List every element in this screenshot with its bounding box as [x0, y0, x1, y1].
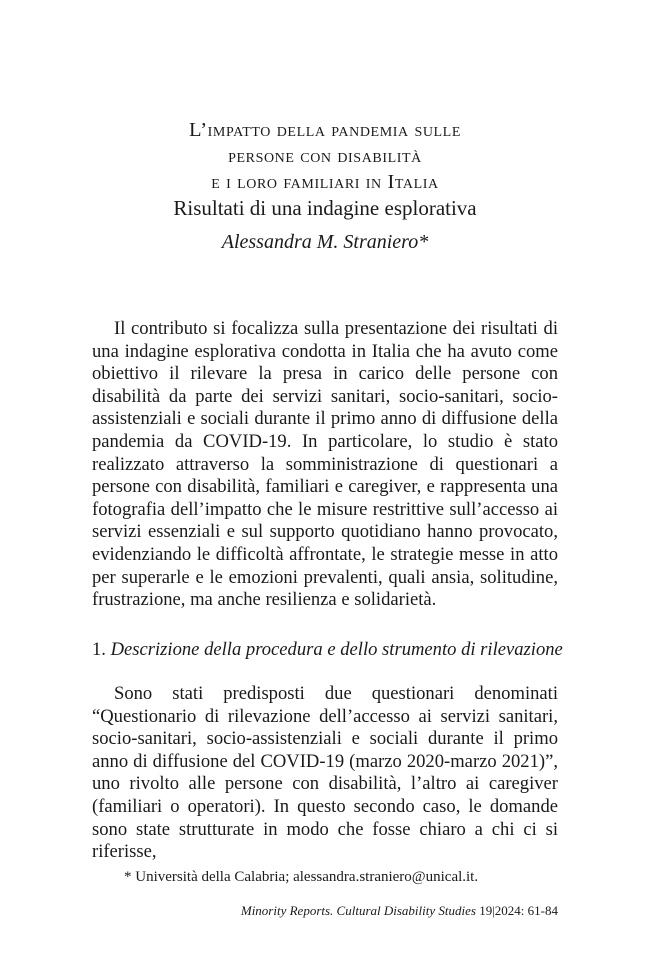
section-heading: [92, 639, 572, 661]
journal-issue: 19|2024: 61-84: [479, 903, 558, 918]
abstract-paragraph: Il contributo si focalizza sulla presentazione dei risultati di una indagine esplorativa condotta in Italia che ha avuto come obiettivo il rilevare la presa in carico delle persone con disabilità da parte dei servizi sanitari, socio-sanitari, socio-assistenziali e sociali durante il primo anno di diffusione della pandemia da COVID-19. In particolare, lo studio è stato realizzato attraverso la somministrazione di questionari a persone con disabilità, familiari e caregiver, e rappresenta una fotografia dell’impatto che le misure restrittive sull’accesso ai servizi essenziali e sul supporto quotidiano hanno provocato, evidenziando le difficoltà affrontate, le strategie messe in atto per superarle e le emozioni prevalenti, quali ansia, solitudine, frustrazione, ma anche resilienza e solidarietà.: [92, 318, 558, 611]
body-paragraph: Sono stati predisposti due questionari denominati “Questionario di rilevazione dell’accesso ai servizi sanitari, socio-sanitari, socio-assistenziali e sociali durante il primo anno di diffusione del COVID-19 (marzo 2020-marzo 2021)”, uno rivolto alle persone con disabilità, l’altro ai caregiver (familiari o operatori). In questo secondo caso, le domande sono state strutturate in modo che fosse chiaro a chi ci si riferisse,: [92, 683, 558, 863]
footnote: * Università della Calabria; alessandra.straniero@unical.it.: [124, 869, 479, 885]
title-line-1: L’impatto della pandemia sulle: [188, 119, 461, 141]
title-line-3: e i loro familiari in Italia: [211, 171, 439, 193]
article-subtitle: Risultati di una indagine esplorativa: [173, 196, 477, 220]
journal-name: Minority Reports. Cultural Disability Studies: [240, 903, 476, 918]
author-name: Alessandra M. Straniero*: [221, 231, 429, 253]
section-title: Descrizione della procedura e dello strumento di rilevazione: [110, 639, 563, 660]
article-title: [0, 117, 650, 221]
title-line-2: persone con disabilità: [228, 145, 422, 167]
section-number: 1.: [92, 639, 106, 660]
page-footer: [241, 903, 558, 919]
